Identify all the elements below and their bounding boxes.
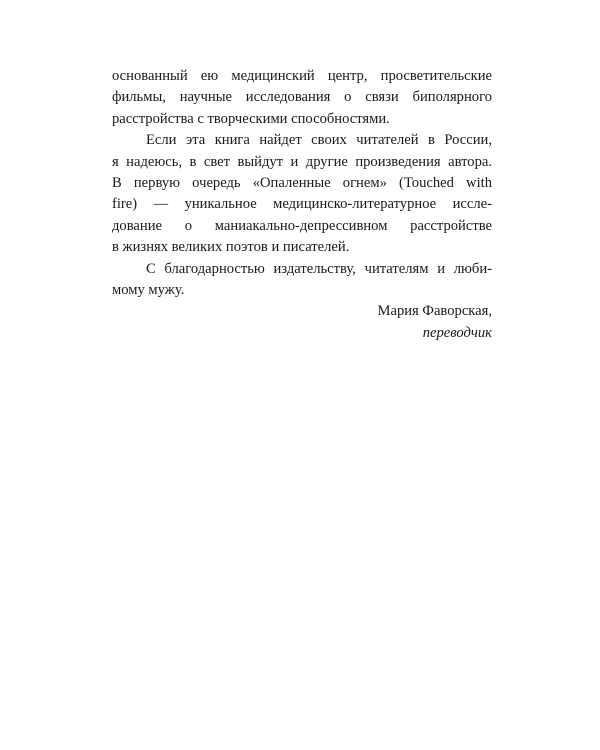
paragraph-3 [112,259,492,302]
text-line: С благодарностью издательству, читателям и люби- [146,260,492,277]
text-line: фильмы, научные исследования о связи биполярного [112,89,492,106]
text-line: В первую очередь «Опаленные огнем» (Touched with [112,174,492,191]
text-line: дование о маниакально-депрессивном расстройстве [112,217,492,234]
text-line: мому мужу. [112,281,185,298]
text-line: в жизнях великих поэтов и писателей. [112,239,350,256]
text-line: я надеюсь, в свет выйдут и другие произведения автора. [112,153,492,170]
signature-role: переводчик [422,324,492,341]
signature [112,301,492,344]
text-line: Если эта книга найдет своих читателей в России, [146,132,492,149]
paragraph-2 [112,130,492,258]
text-line: основанный ею медицинский центр, просветительские [112,68,492,84]
page-text [112,66,492,344]
paragraph-1 [112,66,492,130]
text-line: fire) — уникальное медицинско-литературное иссле- [112,196,492,213]
signature-name: Мария Фаворская, [377,303,492,320]
text-line: расстройства с творческими способностями. [112,110,390,127]
